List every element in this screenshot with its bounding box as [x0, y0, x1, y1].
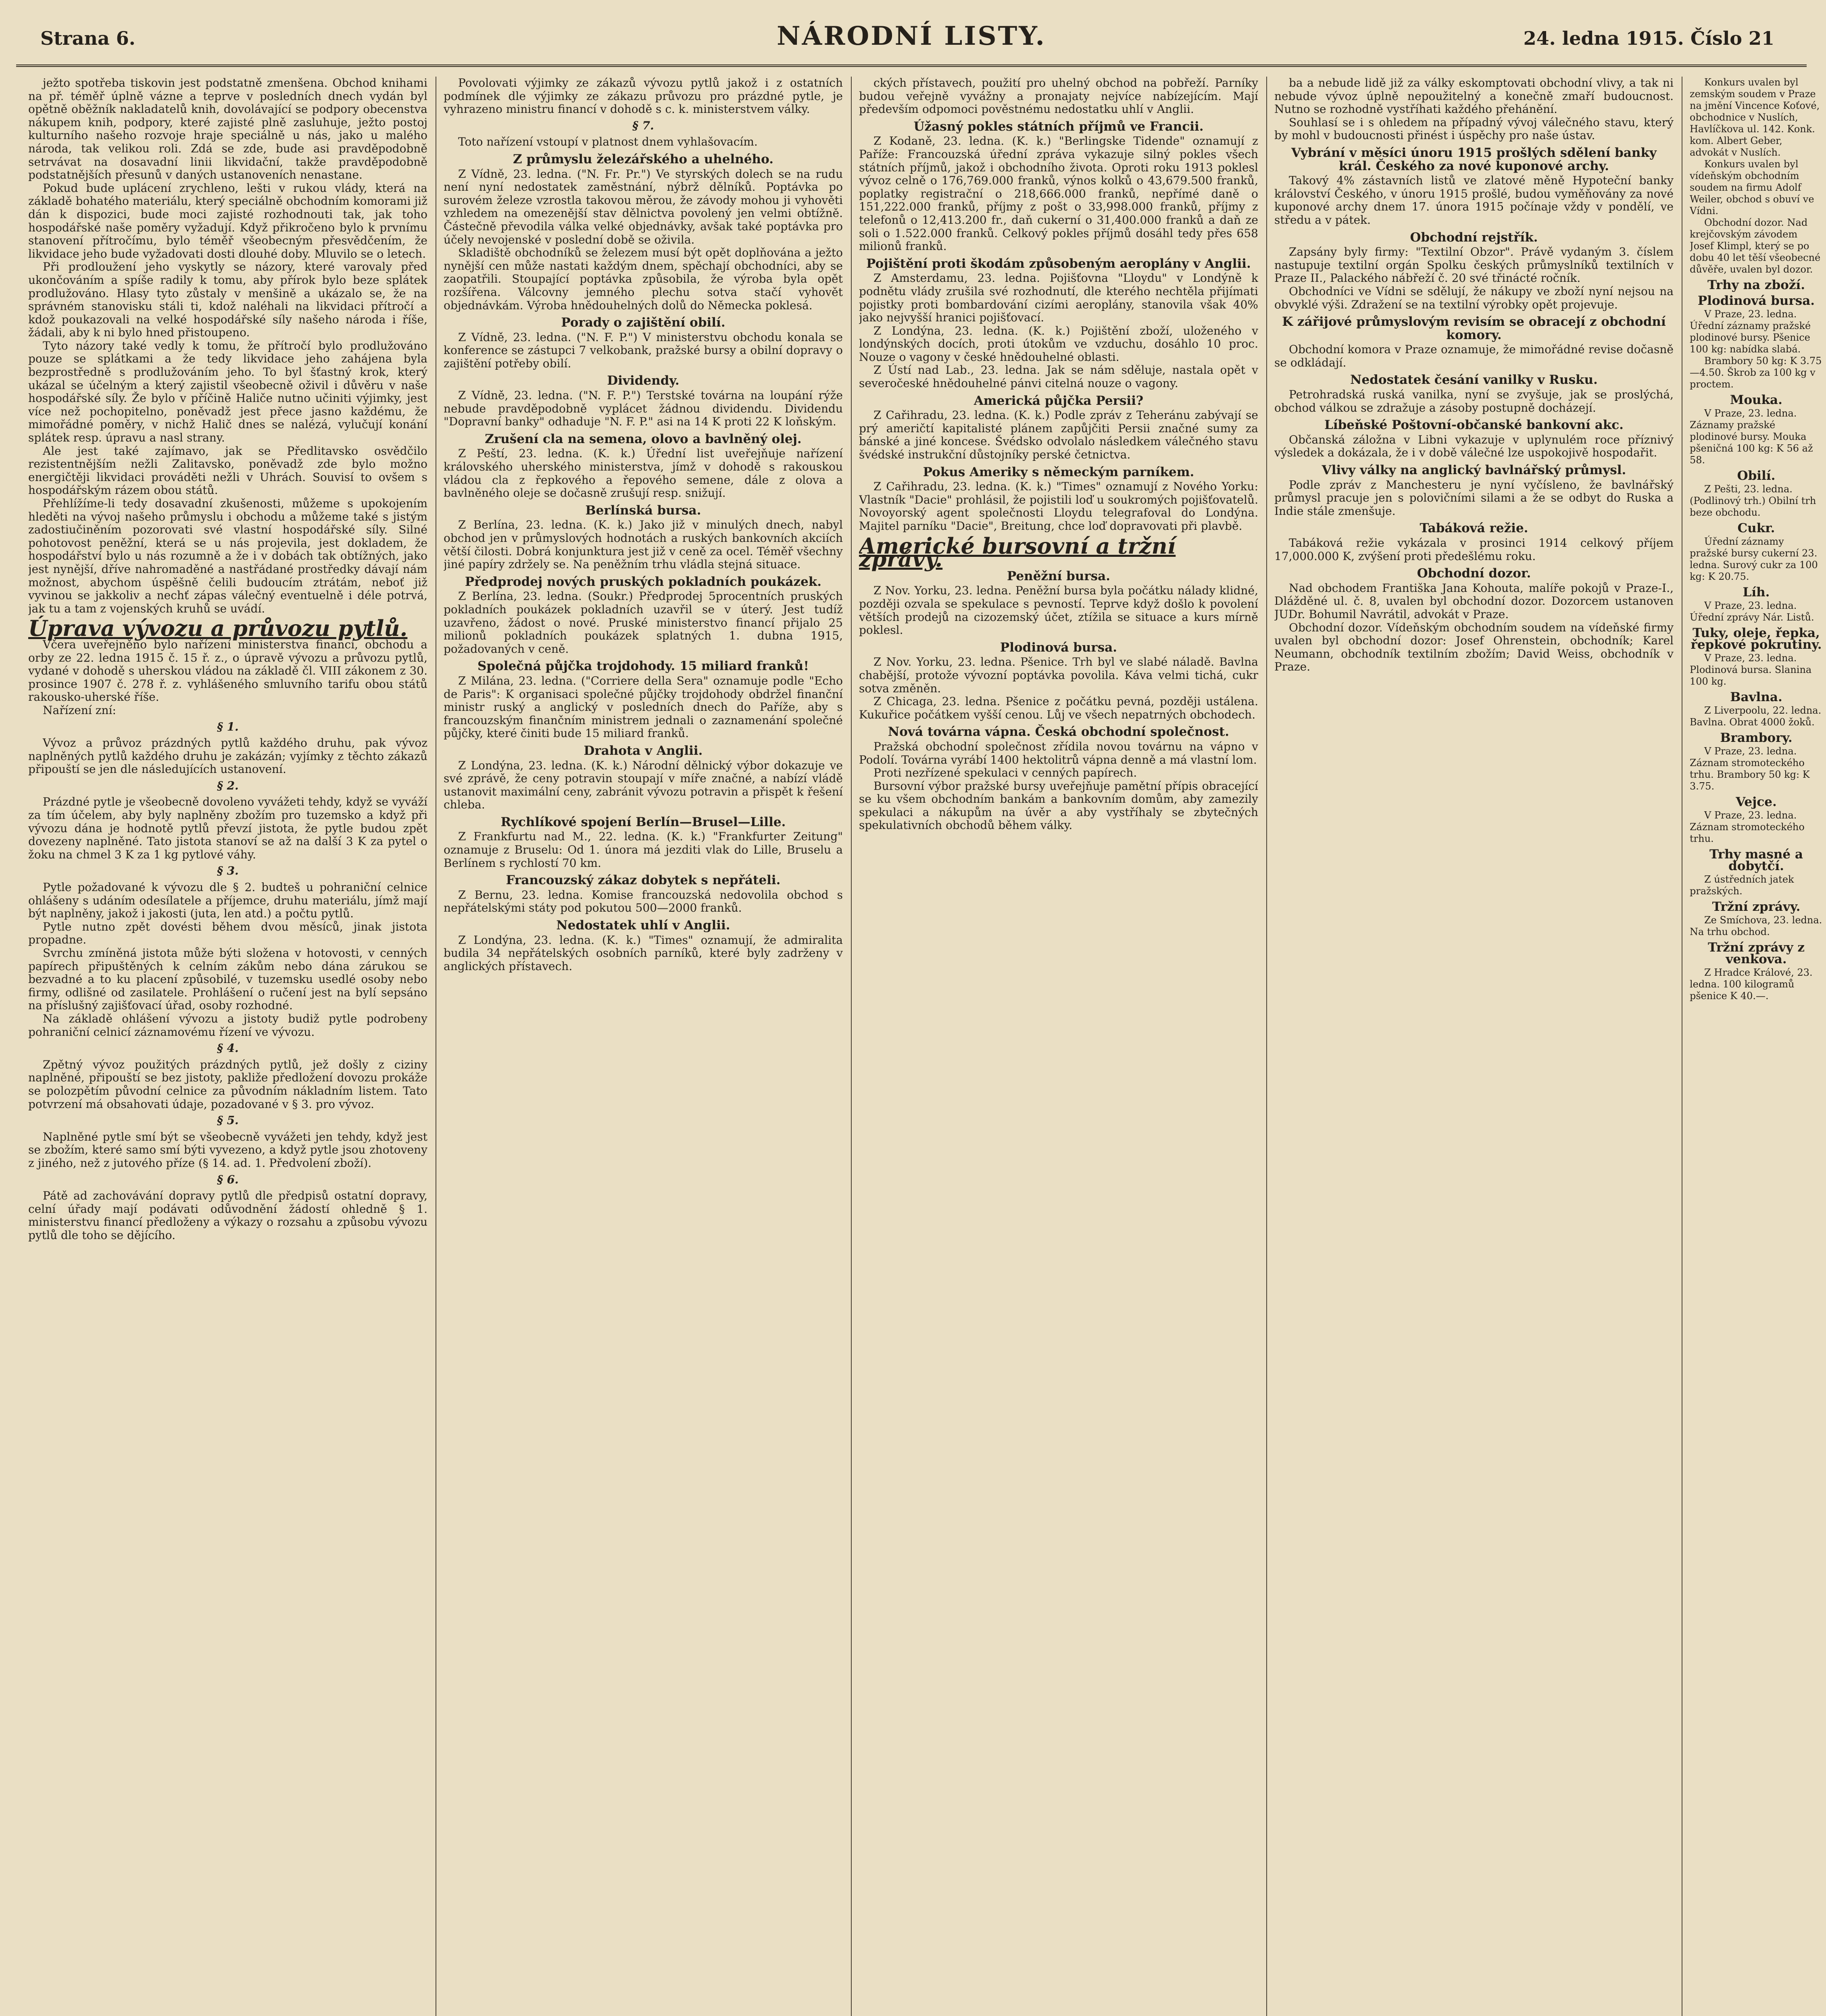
article-heading: Obchodní rejstřík.: [1410, 230, 1538, 245]
article-paragraph: ba a nebude lidě již za války eskomptovati obchodní vlivy, a tak ni nebude vývoz úplně nepoužitelný a konečně zmaří budoucnost. Nutno se rozhodně vystříhati každého přehánění.: [1274, 77, 1674, 116]
article-paragraph: Z Londýna, 23. ledna. (K. k.) Pojištění zboží, uloženého v londýnských docích, proti útokům ve vzduchu, dosáhlo 10 proc. Nouze o vagony v české hnědouhelné oblasti.: [859, 324, 1258, 364]
article-paragraph: Pytle nutno zpět dovésti během dvou měsíců, jinak jistota propadne.: [28, 920, 427, 947]
article-paragraph: Z Londýna, 23. ledna. (K. k.) "Times" oznamují, že admiralita budila 34 nepřátelských osobních parníků, které byly zadrženy v anglických přístavech.: [444, 933, 843, 973]
article-paragraph: ježto spotřeba tiskovin jest podstatně zmenšena. Obchod knihami na př. téměř úplně vázne a teprve v posledních dnech vydán byl opětně oběžník nakladatelů knih, dovolávající se podpory obecenstva nákupem knih, podpory, které zajisté plně zasluhuje, ježto postoj kulturního našeho rozvoje hraje speciálně u nás, jako u malého národa, tak velikou roli. Zdá se zde, bude asi pravděpodobně setrvávat na dosavadní linii likvidační, takže pravděpodobně podstatnějších přesunů v daných ustanoveních nenastane.: [28, 77, 427, 182]
paragraph-marker: § 6.: [217, 1173, 239, 1186]
article-paragraph: V Praze, 23. ledna. Plodinová bursa. Slanina 100 kg.: [1690, 652, 1812, 687]
article-heading: Berlínská bursa.: [585, 503, 701, 518]
article-paragraph: Obchodní komora v Praze oznamuje, že mimořádné revise dočasně se odkládají.: [1274, 343, 1674, 369]
article-paragraph: Naplněné pytle smí být se všeobecně vyvážeti jen tehdy, když jest se zbožím, které samo smí býti vyvezeno, a když pytle jsou zhotoveny z jiného, než z jutového příze (§ 14. ad. 1. Předvolení zboží).: [28, 1130, 427, 1170]
article-paragraph: Z Liverpoolu, 22. ledna. Bavlna. Obrat 4000 žoků.: [1690, 705, 1822, 728]
article-heading: Úžasný pokles státních příjmů ve Francii.: [913, 119, 1204, 134]
article-paragraph: Z Londýna, 23. ledna. (K. k.) Národní dělnický výbor dokazuje ve své zprávě, že ceny potravin stoupají v míře značné, a nabízí vládě ustanovit maximální ceny, zabránit vývozu potravin a přispět k řešení chleba.: [444, 758, 843, 812]
article-paragraph: Z Nov. Yorku, 23. ledna. Pšenice. Trh byl ve slabé náladě. Bavlna chabější, protože vývozní poptávka povolila. Káva velmi tichá, cukr sotva změněn.: [859, 655, 1258, 695]
column-rule: [1266, 77, 1267, 2016]
article-heading: Trhy na zboží.: [1707, 278, 1805, 292]
article-paragraph: V Praze, 23. ledna. Záznam stromoteckého trhu.: [1690, 810, 1805, 844]
article-paragraph: Ze Smíchova, 23. ledna. Na trhu obchod.: [1690, 914, 1822, 937]
article-heading: Nová továrna vápna. Česká obchodní společnost.: [888, 725, 1230, 739]
article-paragraph: Zapsány byly firmy: "Textilní Obzor". Právě vydaným 3. číslem nastupuje textilní orgán Spolku českých průmyslníků textilních v Praze II., Palackého nábřeží č. 20 své třinácté ročník.: [1274, 245, 1674, 285]
article-heading: Americká půjčka Persii?: [973, 393, 1144, 408]
article-paragraph: Z Nov. Yorku, 23. ledna. Peněžní bursa byla počátku nálady klidné, později ozvala se spekulace s pevností. Teprve když došlo k povolení větších prodejů na cizozemský účet, ztížila se situace a kurs mírně poklesl.: [859, 584, 1258, 637]
article-paragraph: Toto nařízení vstoupí v platnost dnem vyhlašovacím.: [458, 135, 758, 149]
article-paragraph: Z Cařihradu, 23. ledna. (K. k.) "Times" oznamují z Nového Yorku: Vlastník "Dacie" prohlásil, že pojistili loď u soukromých pojišťovatelů. Novoyorský agent společnosti Lloydu telegrafoval do Londýna. Majitel parníku "Dacie", Breitung, chce loď dopravovati při plavbě.: [859, 480, 1258, 533]
article-paragraph: Z Cařihradu, 23. ledna. (K. k.) Podle zpráv z Teheránu zabývají se prý američtí kapitalisté plánem zapůjčiti Persii značné sumy za bánské a jiné koncese. Švédsko odvolalo následkem válečného stavu švédské instrukční důstojníky perské četnictva.: [859, 408, 1258, 462]
article-paragraph: Z Kodaně, 23. ledna. (K. k.) "Berlingske Tidende" oznamují z Paříže: Francouzská úřední zpráva vykazuje silný pokles všech státních příjmů, jakož i obchodního života. Oproti roku 1913 poklesl vývoz celně o 176,769.000 franků, výnos kolků o 43,679.500 franků, poplatky registrační o 218,666.000 franků, nepřímé daně o 151,222.000 franků, příjmy z pošt o 33,998.000 franků, příjmy z telefonů o 12,413.200 fr., daň cukerní o 31,400.000 franků a daň ze soli o 1.522.000 franků. Celkový pokles příjmů dosáhl tedy přes 658 milionů franků.: [859, 134, 1258, 253]
paragraph-marker: § 2.: [217, 779, 239, 792]
article-paragraph: Z ústředních jatek pražských.: [1690, 874, 1794, 897]
article-heading: Tabáková režie.: [1420, 521, 1528, 536]
article-paragraph: Z Vídně, 23. ledna. ("N. F. P.") Terstské továrna na loupání rýže nebude pravděpodobně vyplácet žádnou dividendu. Dividendu "Dopravní banky" odhaduje "N. F. P." asi na 14 K proti 22 K loňským.: [444, 389, 843, 429]
article-paragraph: Obchodní dozor. Nad krejčovským závodem Josef Klimpl, který se po dobu 40 let těší všeobecné důvěře, uvalen byl dozor.: [1690, 217, 1821, 275]
article-paragraph: Z Pešti, 23. ledna. (Podlinový trh.) Obilní trh beze obchodu.: [1690, 483, 1816, 518]
article-paragraph: Ale jest také zajímavo, jak se Předlitavsko osvědčilo rezistentnějším nežli Zalitavsko, poněvadž zde bylo možno energičtěji likvidaci prováděti nežli v Uhrách. Souvisí to ovšem s hospodářským rázem obou států.: [28, 444, 427, 497]
article-paragraph: Včera uveřejněno bylo nařízení ministerstva financí, obchodu a orby ze 22. ledna 1915 č. 15 ř. z., o úpravě vývozu a průvozu pytlů, vydané v dohodě s uherskou vládou na základě čl. VIII zákonem z 30. prosince 1907 č. 278 ř. z. vyhlášeného smluvního tarifu obou států rakousko-uherské říše.: [28, 637, 427, 704]
article-paragraph: Z Amsterdamu, 23. ledna. Pojišťovna "Lloydu" v Londýně k podnětu vlády zrušila své rozhodnutí, dle kterého nechtěla přijímati pojistky proti bombardování cizími aeroplány, stanovila však 40% jako nejvyšší hranici pojišťovací.: [859, 271, 1258, 325]
paragraph-marker: § 3.: [217, 864, 239, 878]
article-paragraph: Z Ústí nad Lab., 23. ledna. Jak se nám sděluje, nastala opět v severočeské hnědouhelné pánvi citelná nouze o vagony.: [859, 363, 1258, 390]
article-heading: Pokus Ameriky s německým parníkem.: [923, 464, 1194, 479]
date-issue: 24. ledna 1915. Číslo 21: [1523, 27, 1774, 49]
article-heading: Nedostatek uhlí v Anglii.: [556, 918, 730, 933]
article-paragraph: Brambory 50 kg: K 3.75—4.50. Škrob za 100 kg v proctem.: [1690, 355, 1822, 390]
article-heading: Tržní zprávy.: [1712, 900, 1801, 914]
article-heading: Tržní zprávy z venkova.: [1708, 940, 1805, 966]
section-heading: Americké bursovní a tržní zprávy.: [859, 533, 1176, 572]
article-paragraph: Proti nezřízené spekulaci v cenných papírech.: [873, 766, 1137, 780]
article-paragraph: Z Frankfurtu nad M., 22. ledna. (K. k.) "Frankfurter Zeitung" oznamuje z Bruselu: Od 1. února má jezditi vlak do Lille, Bruselu a Berlínem s rychlostí 70 km.: [444, 830, 843, 870]
article-heading: Bavlna.: [1730, 690, 1782, 704]
article-paragraph: Přehlížíme-li tedy dosavadní zkušenosti, můžeme s upokojením hleděti na vývoj našeho průmyslu i obchodu a můžeme také s jistým zadostiučiněním pozorovati své vlastní hospodářské síly. Silné pohotovost peněžní, která se u nás projevila, jest dokladem, že hospodářství bylo u nás rozumně a že i v dobách tak obtížných, jako jest nynější, dříve nahromaděné a nastřádané prostředky dávají nám možnost, abychom úspěšně čelili budoucím ztrátám, neboť již vyvinou se jakkoliv a nechť zápas válečný eventuelně i déle potrvá, jak tu a tam z vojenských kruhů se uvádí.: [28, 497, 427, 615]
article-heading: Pojištění proti škodám způsobeným aeroplány v Anglii.: [866, 256, 1251, 271]
article-heading: Líh.: [1743, 585, 1770, 600]
article-paragraph: Prázdné pytle je všeobecně dovoleno vyvážeti tehdy, když se vyváží za tím účelem, aby byly naplněny zbožím pro tuzemsko a když při vývozu dána je hodnotě pytlů převzí jistota, že pytle budou zpět dovezeny naplněné. Tato jistota stanoví se až na další 3 K za pytel o žoku na chmel 3 K za 1 kg pytlové váhy.: [28, 795, 427, 861]
article-heading: Cukr.: [1737, 521, 1775, 535]
article-paragraph: Z Berlína, 23. ledna. (Soukr.) Předprodej 5procentních pruských pokladních poukázek pokladních uzavřil se v úterý. Jest tudíž uzavřeno, žádost o nové. Pruské ministerstvo financí přijalo 25 milionů pokladních poukázek splatných 1. dubna 1915, požadovaných v ceně.: [444, 589, 843, 656]
article-heading: Porady o zajištění obilí.: [561, 315, 725, 330]
article-heading: Obilí.: [1737, 469, 1776, 483]
article-paragraph: Takový 4% zástavních listů ve zlatové měně Hypoteční banky království Českého, v únoru 1915 prošlé, budou vyměňovány za nové kuponové archy dnem 17. února 1915 počínaje vždy v pondělí, ve středu a v pátek.: [1274, 174, 1674, 227]
article-heading: Vlivy války na anglický bavlnářský průmysl.: [1322, 463, 1626, 478]
article-heading: Obchodní dozor.: [1417, 566, 1531, 581]
paragraph-marker: § 4.: [217, 1041, 239, 1055]
column-2: [444, 77, 843, 2016]
article-heading: Společná půjčka trojdohody. 15 miliard franků!: [477, 659, 809, 674]
article-heading: Vybrání v měsíci únoru 1915 prošlých sdělení banky král. Českého za nové kuponové archy.: [1291, 145, 1657, 173]
article-paragraph: Pytle požadované k vývozu dle § 2. budteš u pohraniční celnice ohlášeny s udáním odesílatele a příjemce, druhu materiálu, jímž mají být naplněny, jakož i jakosti (juta, len atd.) a počtu pytlů.: [28, 881, 427, 921]
article-paragraph: Pátě ad zachovávání dopravy pytlů dle předpisů ostatní dopravy, celní úřady mají podávati odůvodnění žádostí ohledně § 1. ministerstvu financí předloženy a výkazy o rozsahu a způsobu vývozu pytlů dle toho se dějícího.: [28, 1189, 427, 1242]
article-paragraph: V Praze, 23. ledna. Záznam stromoteckého trhu. Brambory 50 kg: K 3.75.: [1690, 746, 1810, 792]
page-label: Strana 6.: [40, 27, 135, 49]
article-paragraph: V Praze, 23. ledna. Záznamy pražské plodinové bursy. Mouka pšeničná 100 kg: K 56 až 58.: [1690, 408, 1813, 466]
masthead: [16, 16, 1807, 67]
article-paragraph: Z Bernu, 23. ledna. Komise francouzská nedovolila obchod s nepřátelskými státy pod pokutou 500—2000 franků.: [444, 888, 843, 915]
article-paragraph: Z Milána, 23. ledna. ("Corriere della Sera" oznamuje podle "Echo de Paris": K organisaci společné půjčky trojdohody obdržel finanční ministr ruský a anglický v posledních dnech do Paříže, aby s francouzským finančním ministrem jednali o zaznamenání společné půjčky, které činiti bude 15 miliard franků.: [444, 674, 843, 740]
paragraph-marker: § 1.: [217, 720, 239, 733]
article-heading: Nedostatek česání vanilky v Rusku.: [1350, 373, 1598, 387]
article-heading: Zrušení cla na semena, olovo a bavlněný olej.: [485, 431, 802, 446]
article-heading: Plodinová bursa.: [1000, 640, 1117, 655]
article-paragraph: Zpětný vývoz použitých prázdných pytlů, jež došly z ciziny naplněné, připouští se bez jistoty, pakliže předložení dovozu prokáže se polozpětím původní celnice za původním nákladním listem. Tato potvrzení má obsahovati údaje, pozadované v § 3. pro vývoz.: [28, 1058, 427, 1111]
article-heading: Vejce.: [1736, 795, 1777, 809]
article-paragraph: Tabáková režie vykázala v prosinci 1914 celkový příjem 17,000.000 K, zvýšení proti předešlému roku.: [1274, 536, 1674, 563]
article-heading: Z průmyslu železářského a uhelného.: [513, 152, 774, 167]
article-paragraph: Z Berlína, 23. ledna. (K. k.) Jako již v minulých dnech, nabyl obchod jen v průmyslových hodnotách a ruských bankovních akciích větší čilosti. Dobrá konjunktura jest již v ceně za ocel. Téměř všechny jiné papíry zdržely se. Na peněžním trhu vládla stejná situace.: [444, 518, 843, 571]
article-paragraph: Skladiště obchodníků se železem musí být opět doplňována a ježto nynější cen může nastati každým dnem, spěchají obchodníci, aby se zaopatřili. Stoupající poptávka způsobila, že výroba byla opět rozšířena. Válcovny jemného plechu sotva stačí vyhovět objednávkám. Výroba hnědouhelných dolů do Německa poklesá.: [444, 246, 843, 312]
article-paragraph: Obchodní dozor. Vídeňským obchodním soudem na vídeňské firmy uvalen byl obchodní dozor: Josef Ohrenstein, obchodník; Karel Neumann, obchodník textilním zbožím; David Weiss, obchodník v Praze.: [1274, 621, 1674, 674]
column-rule: [851, 77, 852, 2016]
article-paragraph: Na základě ohlášení vývozu a jistoty budiž pytle podrobeny pohraniční celnicí záznamovému řízení ve vývozu.: [28, 1012, 427, 1039]
newspaper-title: NÁRODNÍ LISTY.: [777, 21, 1046, 51]
article-paragraph: Nad obchodem Františka Jana Kohouta, malíře pokojů v Praze-I., Dlážděné ul. č. 8, uvalen byl obchodní dozor. Dozorcem ustanoven JUDr. Bohumil Navrátil, advokát v Praze.: [1274, 581, 1674, 621]
column-4: [1274, 77, 1674, 2016]
article-paragraph: ckých přístavech, použití pro uhelný obchod na pobřeží. Parníky budou veřejně vyvážny a pronajaty nejvíce nabízejícím. Mají především odpomoci pověstnému nedostatku uhlí v Anglii.: [859, 77, 1258, 116]
article-paragraph: Při prodloužení jeho vyskytly se názory, které varovaly před ukončováním a spíše radily k tomu, aby přírok bylo beze splátek prodlužováno. Hlasy tyto zůstaly v menšině a ukázalo se, že na správném stanovisku stáli ti, kdož naléhali na likvidaci přítročí a kdož poukazovali na velké hospodářské síly našeho národa i říše, žádali, aby k ni bylo hned přistoupeno.: [28, 260, 427, 339]
article-paragraph: Z Chicaga, 23. ledna. Pšenice z počátku pevná, později ustálena. Kukuřice počátkem vyšší cenou. Lůj ve všech nepatrných obchodech.: [859, 695, 1258, 721]
article-paragraph: Nařízení zní:: [43, 703, 116, 717]
article-paragraph: Z Vídně, 23. ledna. ("N. F. P.") V ministerstvu obchodu konala se konference se zástupci 7 velkobank, pražské bursy a obilní dopravy o zajištění potřeby obilí.: [444, 330, 843, 370]
paragraph-marker: § 5.: [217, 1114, 239, 1127]
article-paragraph: Bursovní výbor pražské bursy uveřejňuje pamětní přípis obracející se ku všem obchodním bankám a bankovním domům, aby zamezily spekulaci a nákupům na úvěr a aby vystříhaly se zbytečných spekulativních obchodů během války.: [859, 779, 1258, 832]
article-paragraph: Konkurs uvalen byl zemským soudem v Praze na jmění Vincence Koťové, obchodnice v Nuslích, Havlíčkova ul. 142. Konk. kom. Albert Geber, advokát v Nuslích.: [1690, 77, 1820, 158]
article-paragraph: Z Hradce Králové, 23. ledna. 100 kilogramů pšenice K 40.—.: [1690, 967, 1813, 1002]
article-paragraph: Obchodníci ve Vídni se sdělují, že nákupy ve zboží nyní nejsou na obvyklé výši. Zdražení se na textilní výrobky opět projevuje.: [1274, 284, 1674, 311]
article-paragraph: Vývoz a průvoz prázdných pytlů každého druhu, pak vývoz naplněných pytlů každého druhu je zakázán; vyjímky z těchto zákazů připouští se jen dle následujících ustanovení.: [28, 736, 427, 776]
article-paragraph: Podle zpráv z Manchesteru je nyní vyčísleno, že bavlnářský průmysl pracuje jen s polovičními silami a že se odbyt do Ruska a Indie stále zmenšuje.: [1274, 478, 1674, 518]
column-1: [28, 77, 427, 2016]
paragraph-marker: § 7.: [632, 119, 654, 132]
article-heading: Plodinová bursa.: [1697, 294, 1815, 308]
article-paragraph: Z Peští, 23. ledna. (K. k.) Úřední list uveřejňuje nařízení královského uherského ministerstva, jímž v dohodě s rakouskou vládou cla z řepkového a řepového semene, dále z olova a bavlněného oleje se dočasně zrušují resp. snižují.: [444, 447, 843, 500]
article-heading: Francouzský zákaz dobytek s nepřáteli.: [506, 873, 781, 888]
article-heading: Drahota v Anglii.: [584, 743, 703, 758]
article-paragraph: V Praze, 23. ledna. Úřední záznamy pražské plodinové bursy. Pšenice 100 kg: nabídka slabá.: [1690, 308, 1811, 355]
article-paragraph: Pokud bude uplácení zrychleno, lešti v rukou vlády, která na základě bohatého materiálu, který speciálně obchodním komorami již dán k dispozici, bude moci zajisté rozhodnouti tak, jak toho hospodářské naše poměry vyžadují. Když přikročeno bylo k prvnímu stanovení přítročímu, bylo téměř všeobecným přesvědčením, že likvidace jeho bude vyžadovati dosti dlouhé doby. Mluvilo se o letech.: [28, 181, 427, 260]
column-3: [859, 77, 1258, 2016]
article-paragraph: V Praze, 23. ledna. Úřední zprávy Nár. Listů.: [1690, 600, 1814, 623]
article-heading: Mouka.: [1730, 393, 1782, 407]
article-heading: K zářijové průmyslovým revisím se obracejí z obchodní komory.: [1282, 314, 1666, 342]
article-paragraph: Tyto názory také vedly k tomu, že přítročí bylo prodlužováno pouze se splátkami a že tedy likvidace jeho zahájena byla bezprostředně s prodlužováním jeho. To byl šťastný krok, který ukázal se účelným a který zajistil všeobecně oživil i důvěru v naše hospodářské síly. Že bylo v příčině Haliče nutno učiniti výjimky, jest více než pochopitelno, poněvadž jest přece jasno každému, že mimořádné poměry, v nichž Halič dnes se nalézá, vylučují konání splátek resp. úpravu a nasl strany.: [28, 339, 427, 445]
section-heading: Úprava vývozu a průvozu pytlů.: [28, 615, 408, 641]
article-heading: Rychlíkové spojení Berlín—Brusel—Lille.: [500, 814, 786, 829]
article-heading: Brambory.: [1720, 731, 1793, 745]
article-paragraph: Souhlasí se i s ohledem na případný vývoj válečného stavu, který by mohl v budoucnosti přinést i úspěchy pro naše ústav.: [1274, 115, 1674, 142]
article-paragraph: Pražská obchodní společnost zřídila novou továrnu na vápno v Podolí. Továrna vyrábí 1400 hektolitrů vápna denně a má vlastní lom.: [859, 739, 1258, 766]
article-heading: Peněžní bursa.: [1007, 569, 1111, 583]
article-heading: Tuky, oleje, řepka, řepkové pokrutiny.: [1691, 626, 1822, 652]
article-heading: Dividendy.: [607, 373, 680, 388]
column-5: [1690, 77, 1823, 2016]
article-heading: Předprodej nových pruských pokladních poukázek.: [465, 574, 822, 589]
article-paragraph: Svrchu zmíněná jistota může býti složena v hotovosti, v cenných papírech připuštěných k celním zákům nebo dána zárukou se bezvadné a to ku placení způsobilé, v tuzemsku usedlé osoby nebo firmy, odlišné od zasilatele. Prohlášení o ručení jest na bylí sepsáno na příslušný zajišťovací úřad, osoby rozhodné.: [28, 946, 427, 1012]
article-paragraph: Úřední záznamy pražské bursy cukerní 23. ledna. Surový cukr za 100 kg: K 20.75.: [1690, 536, 1818, 582]
article-paragraph: Z Vídně, 23. ledna. ("N. Fr. Pr.") Ve styrských dolech se na rudu není nyní nedostatek zaměstnání, nýbrž dělníků. Poptávka po surovém železe vzrostla takovou měrou, že závody mohou ji vyhověti vzhledem na omezenější stav dělnictva povolený jen velmi obtížně. Částečně převodila válka velké objednávky, avšak také poptávka pro účely nevojenské v poslední době se oživila.: [444, 167, 843, 246]
article-heading: Líbeňské Poštovní-občanské bankovní akc.: [1324, 418, 1624, 433]
article-heading: Trhy masné a dobytčí.: [1709, 847, 1803, 873]
article-paragraph: Povolovati výjimky ze zákazů vývozu pytlů jakož i z ostatních podmínek dle výjimky ze zákazu průvozu pro prázdné pytle, je vyhrazeno ministru financí v dohodě s c. k. ministerstvem války.: [444, 77, 843, 116]
article-paragraph: Petrohradská ruská vanilka, nyní se zvyšuje, jak se proslýchá, obchod válkou se zdražuje a zásoby postupně docházejí.: [1274, 388, 1674, 414]
article-paragraph: Konkurs uvalen byl vídeňským obchodním soudem na firmu Adolf Weiler, obchod s obuví ve Vídni.: [1690, 158, 1814, 217]
article-paragraph: Občanská záložna v Libni vykazuje v uplynulém roce příznivý výsledek a dokázala, že i v době válečné lze uspokojivě hospodařit.: [1274, 433, 1674, 460]
